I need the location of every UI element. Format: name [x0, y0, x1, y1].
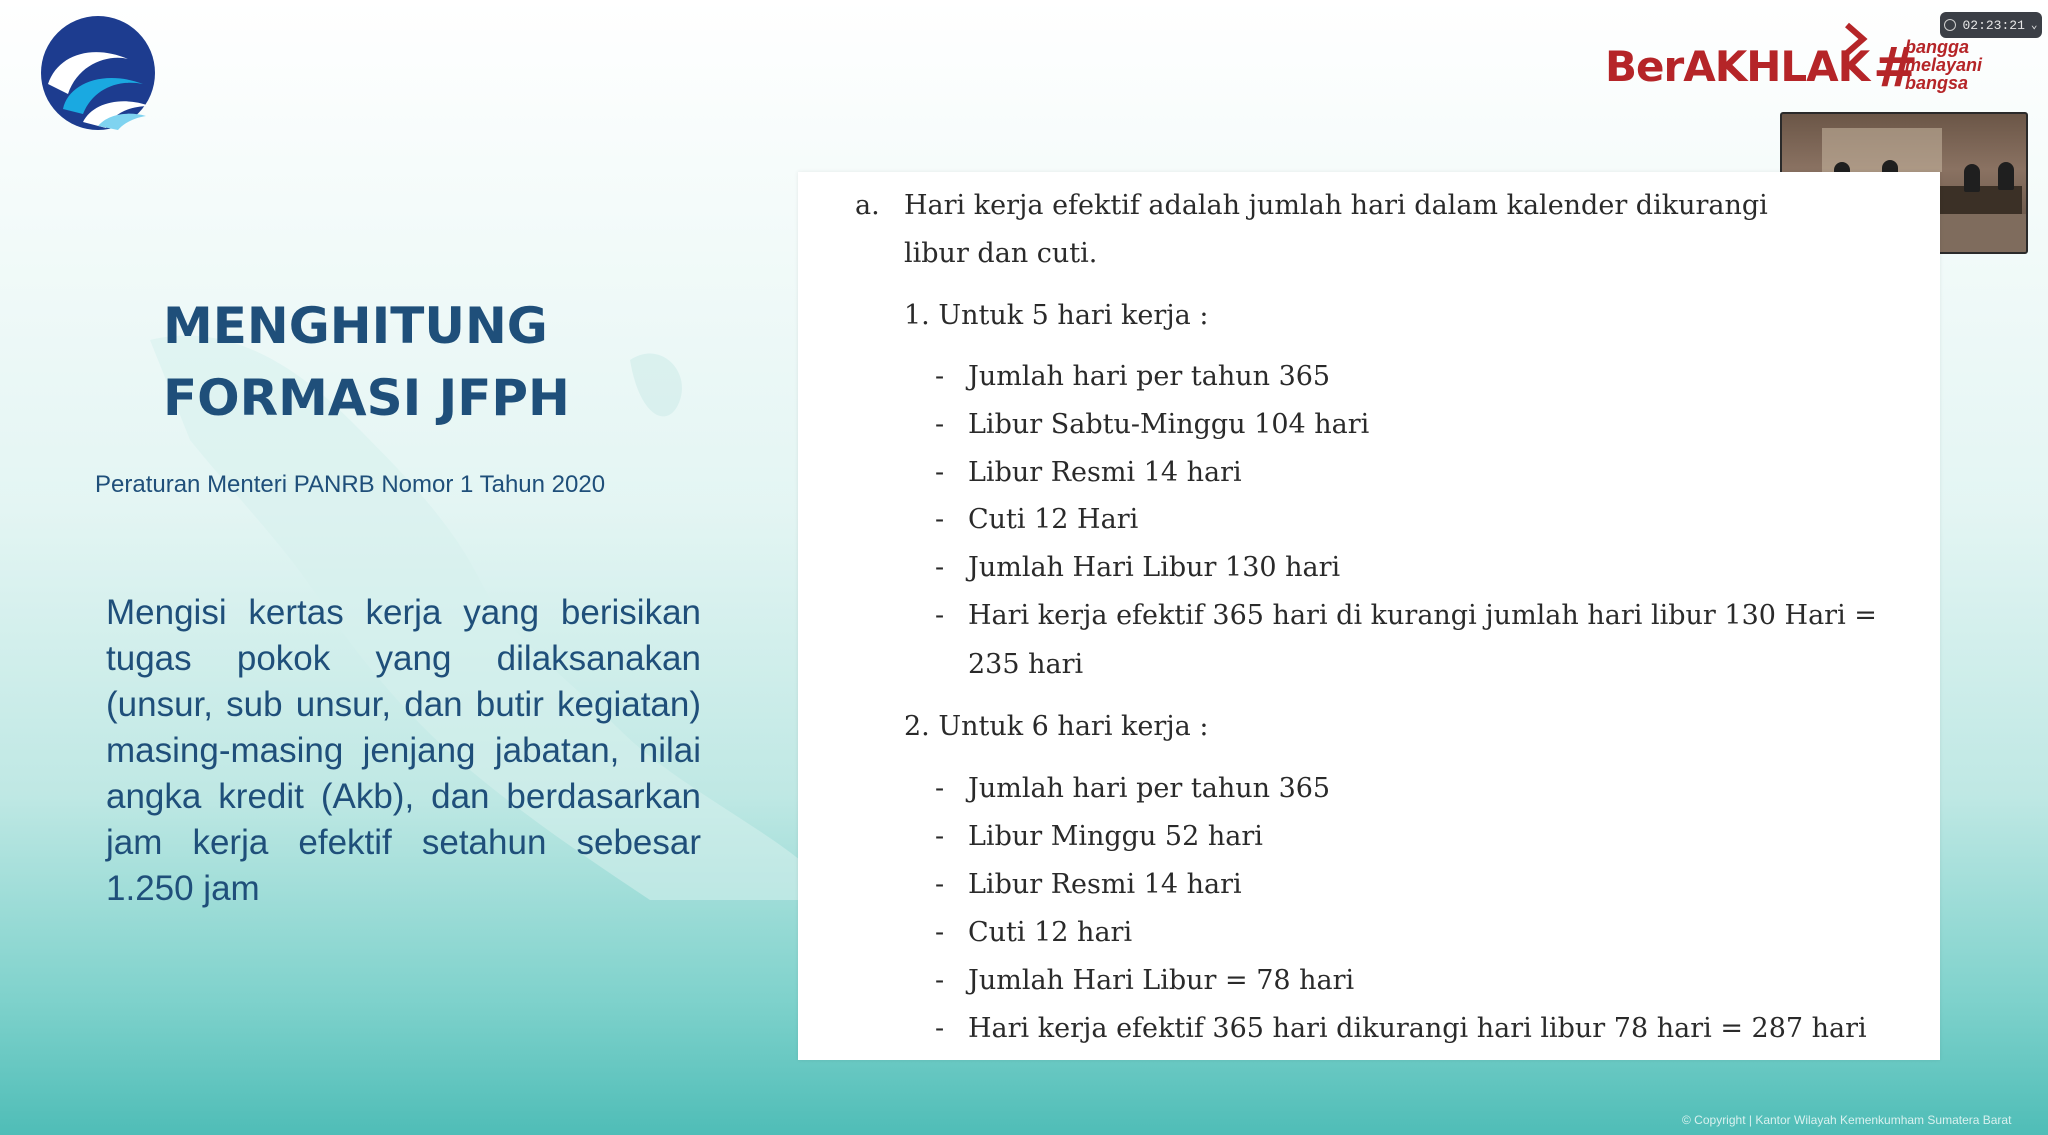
list-item: Cuti 12 hari	[968, 917, 1133, 948]
doc-line: Hari kerja efektif adalah jumlah hari dalam kalender dikurangi	[904, 190, 1768, 221]
list-item: Hari kerja efektif 365 hari di kurangi jumlah hari libur 130 Hari =	[968, 600, 1877, 631]
list-item: Jumlah hari per tahun 365	[968, 773, 1331, 804]
bullet-dash: -	[935, 504, 945, 535]
list-item: Libur Minggu 52 hari	[968, 821, 1263, 852]
tagline-word: bangga	[1905, 37, 1970, 57]
list-item-continuation: 235 hari	[968, 649, 1084, 680]
tagline-word: melayani	[1905, 55, 1983, 75]
list-marker: a.	[855, 190, 880, 221]
list-item: Libur Resmi 14 hari	[968, 457, 1242, 488]
doc-line: libur dan cuti.	[904, 238, 1098, 269]
bullet-dash: -	[935, 457, 945, 488]
bullet-dash: -	[935, 361, 945, 392]
section-heading: 1. Untuk 5 hari kerja :	[904, 300, 1209, 331]
bullet-dash: -	[935, 600, 945, 631]
slide-paragraph: Mengisi kertas kerja yang berisikan tugas pokok yang dilaksanakan (unsur, sub unsur, dan butir kegiatan) masing-masing jenjang jabatan, nilai angka kredit (Akb), dan berdasarkan jam kerja efektif setahun sebesar 1.250 jam	[106, 593, 701, 908]
chevron-down-icon: ⌄	[2030, 20, 2038, 32]
slide-title	[163, 290, 570, 434]
video-person	[1998, 162, 2014, 190]
section-heading: 2. Untuk 6 hari kerja :	[904, 711, 1209, 742]
list-item: Hari kerja efektif 365 hari dikurangi hari libur 78 hari = 287 hari	[968, 1013, 1867, 1044]
kominfo-logo	[38, 14, 158, 132]
tagline-word: bangsa	[1905, 73, 1969, 93]
list-item: Jumlah Hari Libur 130 hari	[968, 552, 1341, 583]
bullet-dash: -	[935, 965, 945, 996]
bullet-dash: -	[935, 917, 945, 948]
video-person	[1964, 164, 1980, 192]
hash-symbol: #	[1873, 36, 1919, 99]
chevron-right-icon	[1841, 22, 1871, 56]
copyright-footer: © Copyright | Kantor Wilayah Kemenkumham Sumatera Barat	[1682, 1113, 2012, 1127]
title-line: MENGHITUNG	[163, 297, 548, 355]
brand-name: BerAKHLAK	[1605, 42, 1870, 91]
list-item: Libur Sabtu-Minggu 104 hari	[968, 409, 1370, 440]
bullet-dash: -	[935, 773, 945, 804]
berakhlak-brand	[1605, 22, 1985, 97]
bullet-dash: -	[935, 1013, 945, 1044]
title-line: FORMASI JFPH	[163, 369, 570, 427]
bullet-dash: -	[935, 552, 945, 583]
list-item: Jumlah hari per tahun 365	[968, 361, 1331, 392]
document-panel	[798, 172, 1940, 1060]
bullet-dash: -	[935, 409, 945, 440]
list-item: Cuti 12 Hari	[968, 504, 1139, 535]
bullet-dash: -	[935, 821, 945, 852]
slide-subtitle: Peraturan Menteri PANRB Nomor 1 Tahun 2020	[95, 471, 606, 498]
bullet-dash: -	[935, 869, 945, 900]
list-item: Libur Resmi 14 hari	[968, 869, 1242, 900]
list-item: Jumlah Hari Libur = 78 hari	[968, 965, 1355, 996]
timer-value: 02:23:21	[1962, 17, 2025, 33]
brand-tagline	[1905, 38, 1982, 92]
